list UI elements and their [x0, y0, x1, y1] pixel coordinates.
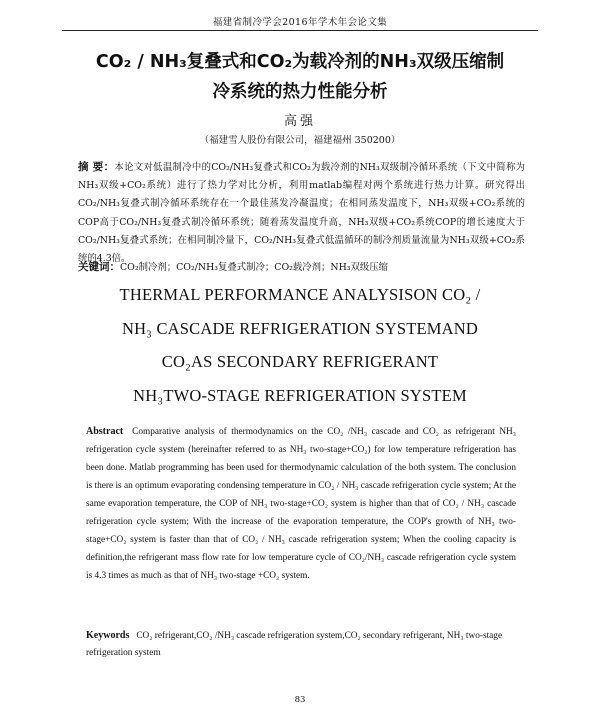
chinese-abstract-text: 本论文对低温制冷中的CO₂/NH₃复叠式和CO₂为载冷剂的NH₃双级制冷循环系统（下文中简称为NH₃双级+CO₂系统）进行了热力学对比分析，利用matlab编程对两个系统进行热力计算。研究得出CO₂/NH₃复叠式制冷循环系统存在一个最佳蒸发冷凝温度；在相同蒸发温度下，NH₃双级+CO₂系统的COP高于CO₂/NH₃复叠式制冷循环系统；随着蒸发温度升高，NH₃双级+CO₂系统COP的增长速度大于CO₂/NH₃复叠式系统；在相同制冷量下，CO₂/NH₃复叠式低温循环的制冷剂质量流量为NH₃双级+CO₂系统的4.3倍。 — [78, 162, 526, 265]
chinese-title-line-2: 冷系统的热力性能分析 — [212, 82, 388, 102]
chinese-title-line-1: CO₂ / NH₃复叠式和CO₂为载冷剂的NH₃双级压缩制 — [95, 52, 505, 72]
affiliation: （福建雪人股份有限公司，福建福州 350200） — [199, 135, 401, 146]
chinese-keywords-text: CO₂制冷剂；CO₂/NH₃复叠式制冷；CO₂载冷剂；NH₃双级压缩 — [120, 262, 389, 273]
english-title-line-2: NH₃ CASCADE REFRIGERATION SYSTEMAND — [121, 319, 479, 338]
english-keywords-text: CO₂ refrigerant,CO₂ /NH₃ cascade refrigeration system,CO₂ secondary refrigerant, NH₃ two-stage refrigeration system — [86, 631, 503, 658]
page-number: 83 — [294, 695, 306, 705]
chinese-abstract-label: 摘 要： — [78, 161, 115, 173]
running-header: 福建省制冷学会2016年学术年会论文集 — [212, 17, 388, 28]
english-abstract — [86, 423, 516, 585]
english-title-line-3: CO₂AS SECONDARY REFRIGERANT — [161, 352, 439, 371]
english-abstract-text: Comparative analysis of thermodynamics on the CO₂ /NH₃ cascade and CO₂ as refrigerant NH₃ refrigeration cycle system (hereinafter referred to as NH₃ two-stage+CO₂) for low temperature refrigeration has been done. Matlab programming has been used for thermodynamic calculation of the both system. The conclusion is there is an optimum evaporating condensing temperature in CO₂ / NH₃ cascade refrigeration cycle system; At the same evaporation temperature, the COP of NH₃ two-stage+CO₂ system is higher than that of CO₂ / NH₃ cascade refrigeration cycle system; With the increase of the evaporation temperature, the COP's growth of NH₃ two-stage+CO₂ system is faster than that of CO₂ / NH₃ cascade refrigeration system; When the cooling capacity is definition,the refrigerant mass flow rate for low temperature cycle of CO₂/NH₃ cascade refrigeration cycle system is 4.3 times as much as that of NH₃ two-stage +CO₂ system. — [86, 427, 516, 581]
author-name: 高强 — [283, 114, 316, 129]
english-title-line-4: NH₃TWO-STAGE REFRIGERATION SYSTEM — [133, 386, 467, 405]
english-keywords-label: Keywords — [86, 630, 130, 641]
english-abstract-label: Abstract — [86, 426, 124, 437]
chinese-keywords-label: 关键词： — [78, 261, 120, 273]
header-rule — [62, 30, 538, 31]
english-title-line-1: THERMAL PERFORMANCE ANALYSISON CO₂ / — [119, 285, 481, 304]
chinese-abstract — [78, 158, 525, 268]
english-keywords — [86, 627, 516, 662]
chinese-keywords — [78, 259, 525, 274]
